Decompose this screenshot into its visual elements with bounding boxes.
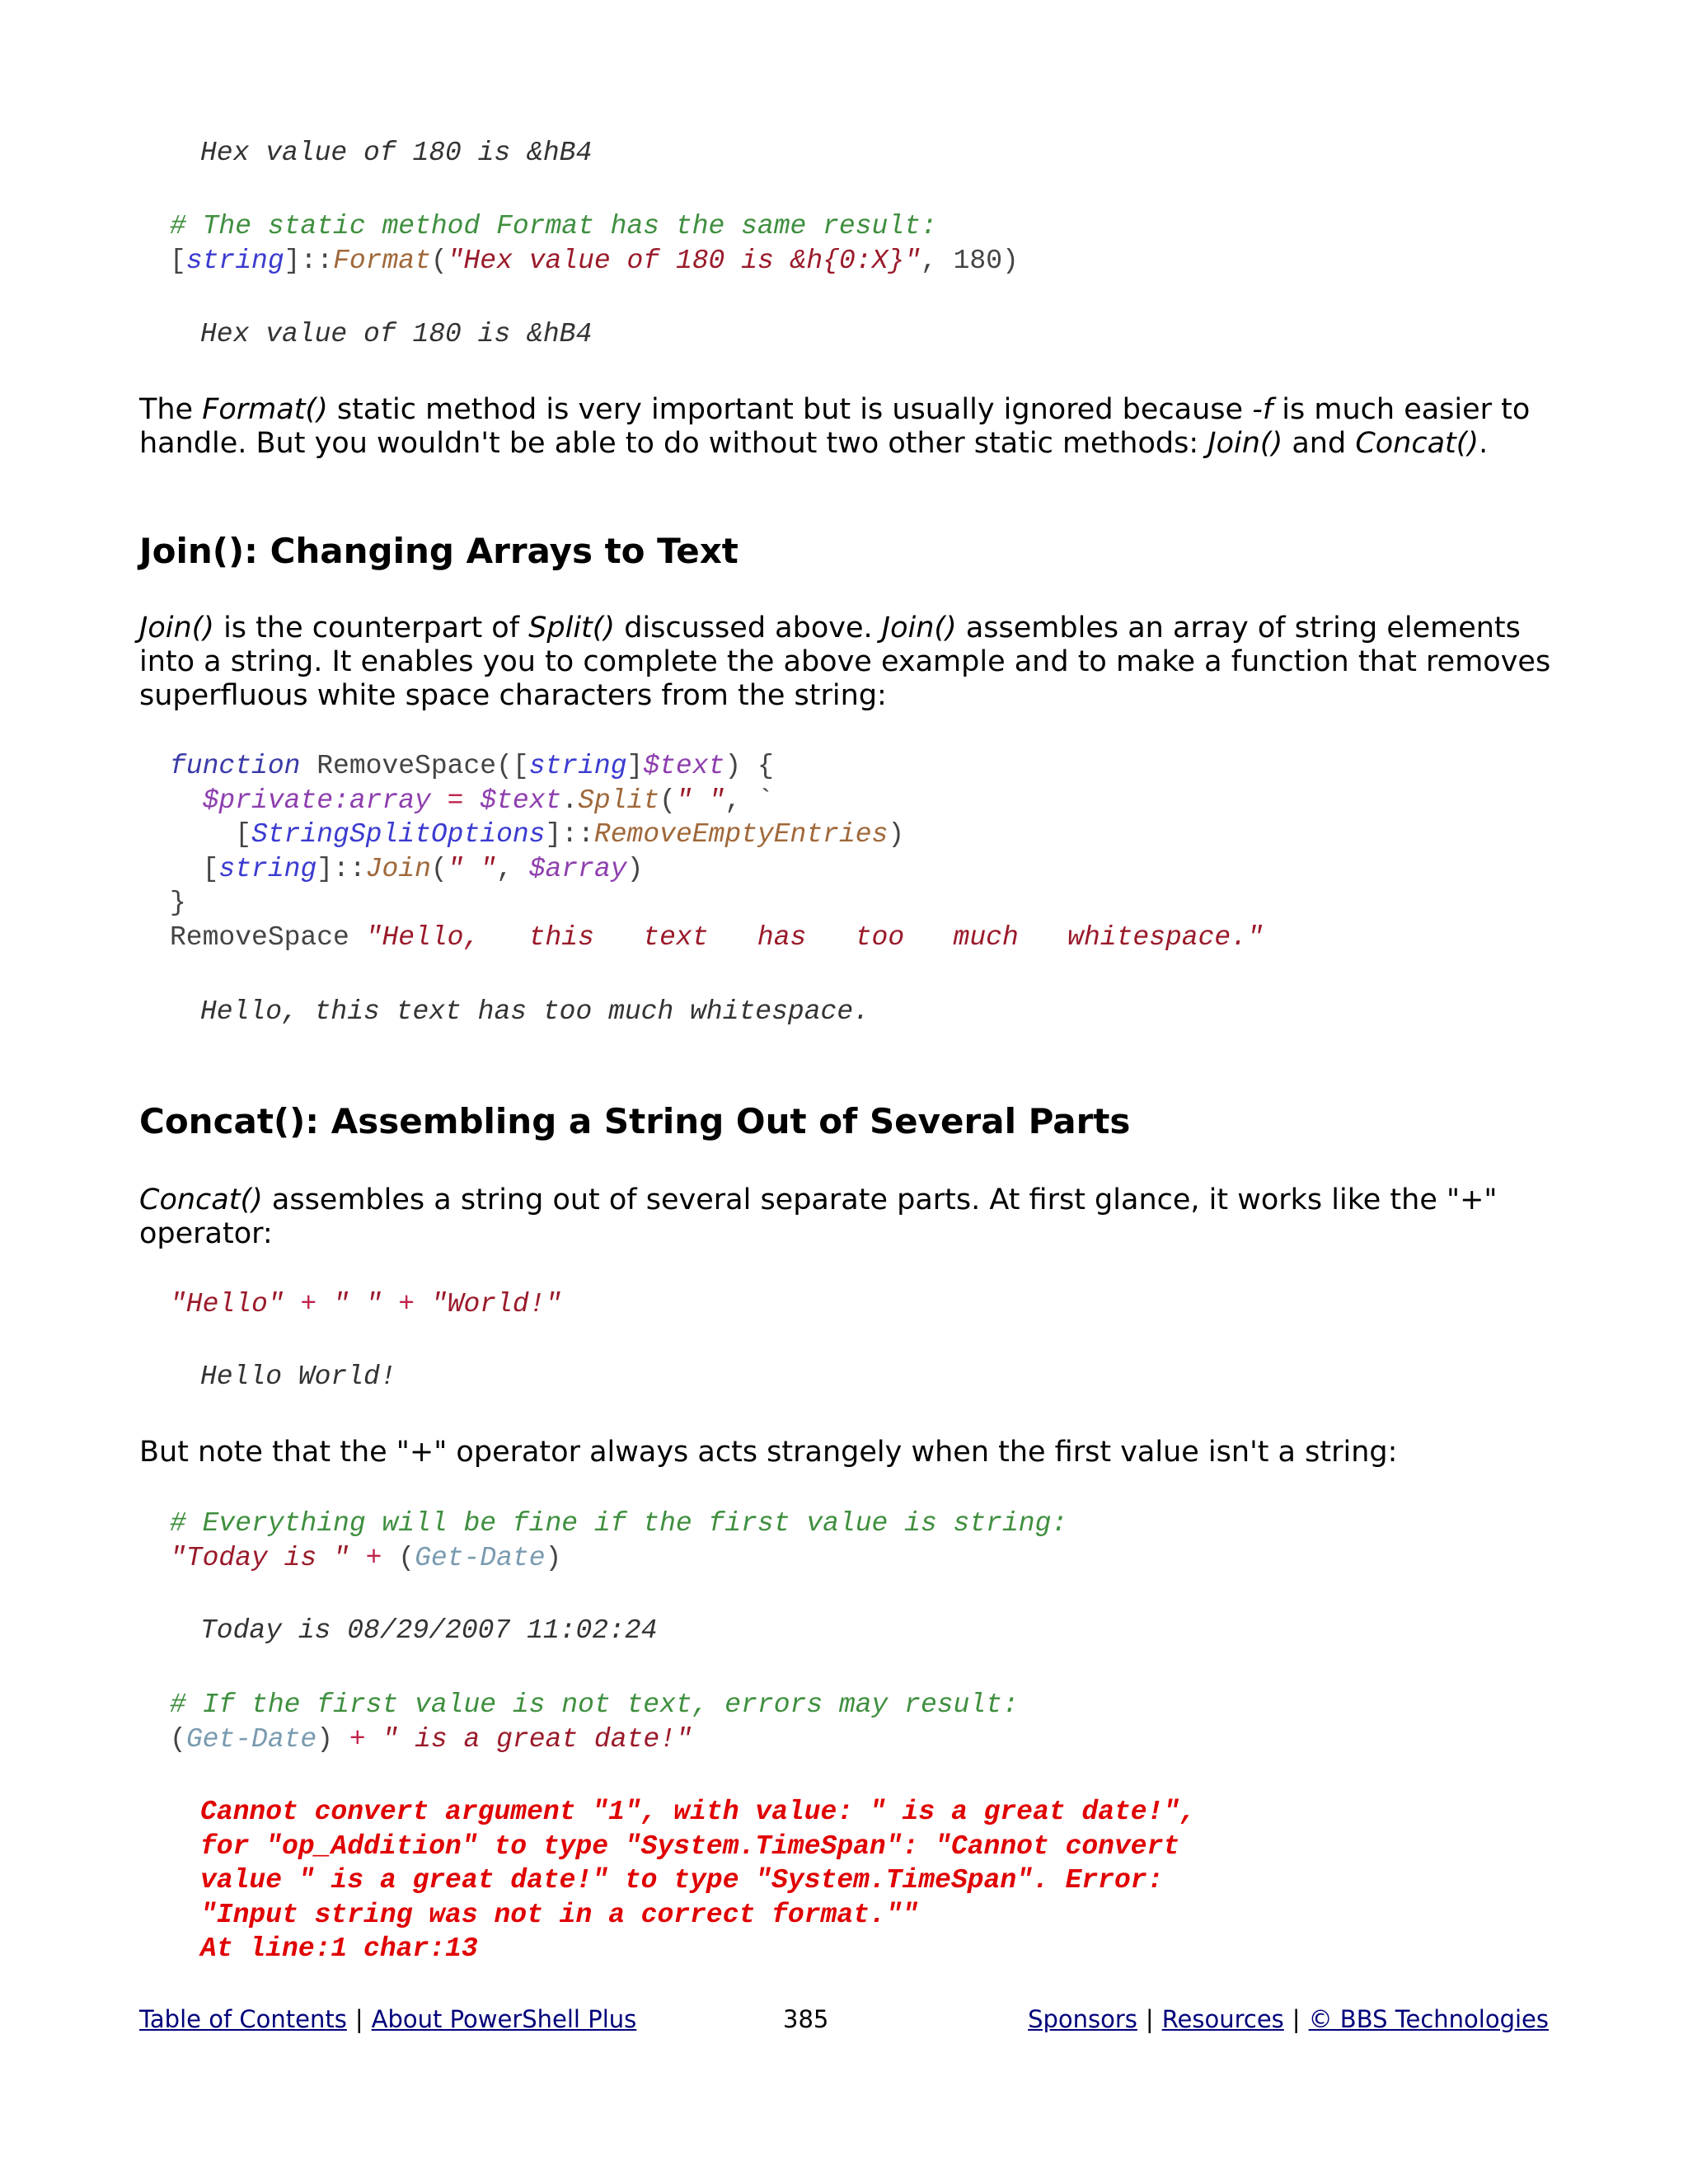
code-operator: + [284,1289,334,1319]
code-comment: # The static method Format has the same result: [170,211,937,241]
code-block-plus [170,1287,561,1322]
code-token: ) [316,1723,334,1755]
text-italic: Join() [139,612,214,644]
code-type: string [185,245,284,276]
code-token: ( [398,1542,415,1573]
text: The [139,393,203,426]
code-token: ( [430,853,448,884]
text: assembles a string out of several separate parts. At first glance, it works like the "+" operator: [139,1183,1498,1250]
code-operator: + [349,1542,399,1573]
code-comment: # If the first value is not text, errors may result: [170,1690,1019,1720]
error-line: At line:1 char:13 [200,1933,478,1964]
code-token: RemoveSpace([ [300,751,529,781]
code-string: "World!" [430,1289,562,1319]
code-token: ( [170,1723,186,1755]
code-token: [ [202,853,219,884]
code-output: Hello, this text has too much whitespace. [200,996,870,1027]
body-paragraph [139,393,1557,461]
code-token: . [561,785,579,816]
code-token: ) [626,853,644,884]
code-token: ]:: [316,853,366,884]
code-keyword: function [170,751,301,781]
code-string: " " [333,1289,382,1319]
text: discussed above. [615,612,882,644]
code-token: ]:: [284,245,334,276]
code-token: ( [430,245,448,276]
code-method: RemoveEmptyEntries [593,819,889,850]
text-italic: Join() [1207,427,1283,460]
text-italic: Format() [202,393,328,426]
footer-left [139,2004,636,2034]
code-token: [ [170,245,186,276]
text-italic: Join() [881,612,957,644]
text-italic: Concat() [139,1183,263,1216]
error-line: Cannot convert argument "1", with value: " is a great date!", [200,1797,1196,1827]
code-operator: = [430,785,481,816]
code-token: ] [626,751,644,781]
text: assembles an array of string elements into a string. It enables you to complete the above example and to make a function that removes superfluous white space characters from the string: [139,612,1551,712]
code-token: } [170,888,186,918]
code-token: ) { [724,751,774,781]
code-string: "Hello" [170,1289,284,1319]
code-token: ( [659,785,676,816]
code-type: string [218,853,317,884]
body-paragraph [139,612,1557,713]
footer-separator: | [1145,2005,1154,2033]
code-method: Format [333,245,431,276]
text: is the counterpart of [213,612,529,644]
code-token: ) [888,819,905,850]
body-paragraph: But note that the "+" operator always acts strangely when the first value isn't a string: [139,1436,1398,1469]
section-heading-join: Join(): Changing Arrays to Text [139,531,738,571]
code-operator: + [382,1289,431,1319]
code-operator: + [333,1723,382,1755]
code-variable: $private:array [202,785,431,816]
code-block-removespace [170,749,1264,954]
code-cmdlet: Get-Date [185,1723,317,1755]
error-output [200,1795,1196,1966]
code-output: Hello World! [200,1361,396,1392]
code-method: Join [365,853,431,884]
body-paragraph [139,1183,1557,1251]
code-string: "Hex value of 180 is &h{0:X}" [447,245,921,276]
text: static method is very important but is usually ignored because [327,393,1253,426]
code-output: Hex value of 180 is &hB4 [200,138,593,168]
code-comment: # Everything will be fine if the first value is string: [170,1508,1068,1539]
footer-right [1028,2004,1549,2034]
section-heading-concat: Concat(): Assembling a String Out of Several Parts [139,1101,1131,1141]
code-block-getdate [170,1507,1067,1575]
code-token: , [496,853,529,884]
text: is much easier to handle. But you wouldn't be able to do without two other static methods: [139,393,1531,460]
code-string: "Today is " [170,1542,349,1573]
code-variable: $text [643,751,725,781]
code-cmdlet: Get-Date [415,1542,546,1573]
code-type: string [528,751,627,781]
code-string: " " [675,785,725,816]
code-variable: $array [528,853,627,884]
code-block-getdate-error [170,1688,1019,1756]
resources-link[interactable]: Resources [1161,2005,1284,2033]
text: and [1282,427,1356,460]
code-output: Today is 08/29/2007 11:02:24 [200,1615,658,1646]
text: . [1479,427,1489,460]
code-type: StringSplitOptions [251,819,546,850]
code-token: [ [235,819,252,850]
code-token: ) [545,1542,562,1573]
text-italic: Concat() [1355,427,1479,460]
error-line: for "op_Addition" to type "System.TimeSpan": "Cannot convert [200,1830,1180,1862]
text-italic: -f [1252,393,1273,426]
footer-separator: | [1292,2005,1301,2033]
code-output: Hex value of 180 is &hB4 [200,319,593,349]
code-variable: $text [480,785,562,816]
code-command: RemoveSpace [170,921,366,953]
code-string: "Hello, this text has too much whitespace." [365,921,1264,953]
about-powershell-plus-link[interactable]: About PowerShell Plus [371,2005,637,2033]
copyright-link[interactable]: © BBS Technologies [1308,2005,1549,2033]
code-token: , ` [724,785,774,816]
sponsors-link[interactable]: Sponsors [1028,2005,1137,2033]
code-string: " " [447,853,497,884]
footer-separator: | [354,2005,363,2033]
page-number: 385 [783,2005,829,2033]
code-method: Split [578,785,660,816]
code-token: ]:: [545,819,594,850]
error-line: value " is a great date!" to type "System.TimeSpan". Error: [200,1865,1164,1896]
error-line: "Input string was not in a correct format."" [200,1899,919,1930]
text-italic: Split() [528,612,616,644]
table-of-contents-link[interactable]: Table of Contents [139,2005,347,2033]
code-block-format [170,209,1019,278]
code-token: , 180) [921,245,1019,276]
code-string: " is a great date!" [382,1723,692,1755]
